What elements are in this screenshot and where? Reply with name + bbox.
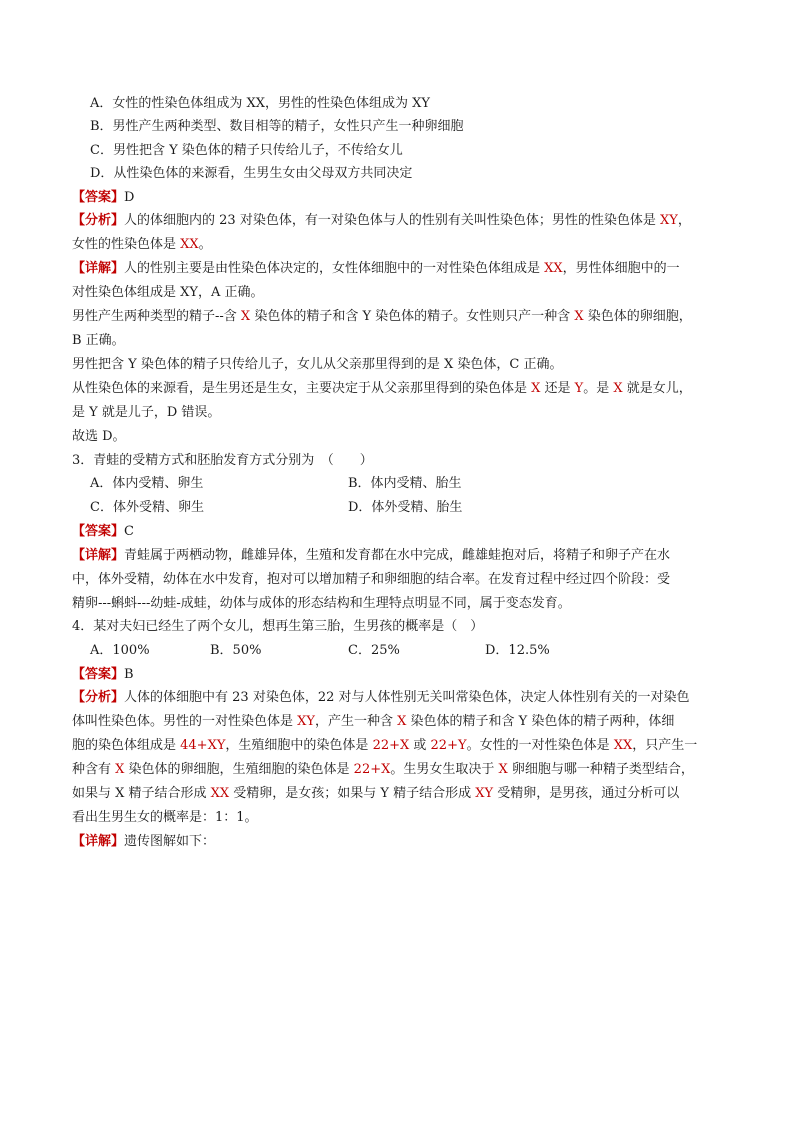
text-span: 体叫性染色体。男性的一对性染色体是 xyxy=(72,714,298,729)
answer-tag: 【答案】 xyxy=(72,190,125,205)
q3-option-c: C．体外受精、卵生 xyxy=(90,500,204,515)
q4-option-d: D．12.5% xyxy=(485,643,550,658)
text-span: 遗传图解如下： xyxy=(124,834,216,849)
q2-option-d: D．从性染色体的来源看，生男生女由父母双方共同决定 xyxy=(90,166,413,181)
answer-tag: 【答案】 xyxy=(72,667,125,682)
q3-option-d: D．体外受精、胎生 xyxy=(348,500,463,515)
q4-analysis-line-1 xyxy=(72,690,690,706)
text-span: 人的性别主要是由性染色体决定的，女性体细胞中的一对性染色体组成是 xyxy=(124,261,545,276)
highlight-span: X xyxy=(240,309,251,324)
text-span: 人体的体细胞中有 23 对染色体，22 对与人体性别无关叫常染色体，决定人体性别有关的一对染色 xyxy=(124,690,690,705)
q2-analysis-line-1 xyxy=(72,213,691,229)
q4-analysis-line-6: 看出生男生女的概率是：1：1。 xyxy=(72,810,258,825)
text-span: ，生殖细胞中的染色体是 xyxy=(225,738,373,753)
q2-analysis-line-2 xyxy=(72,237,212,253)
q3-detail-line-2: 中，体外受精，幼体在水中发育，抱对可以增加精子和卵细胞的结合率。在发育过程中经过四个阶段：受 xyxy=(72,572,671,587)
detail-tag: 【详解】 xyxy=(72,548,125,563)
q3-option-a: A．体内受精、卵生 xyxy=(90,476,204,491)
q4-analysis-line-3 xyxy=(72,738,697,754)
q3-option-b: B．体内受精、胎生 xyxy=(348,476,462,491)
detail-tag: 【详解】 xyxy=(72,834,125,849)
q2-option-c: C．男性把含 Y 染色体的精子只传给儿子，不传给女儿 xyxy=(90,143,403,158)
q4-option-a: A．100% xyxy=(90,643,150,658)
highlight-span: X xyxy=(574,309,584,324)
text-span: 卵细胞与哪一种精子类型结合， xyxy=(507,762,694,777)
highlight-span: XX xyxy=(210,786,230,801)
q2-detail-line-7: 是 Y 就是儿子，D 错误。 xyxy=(72,405,221,420)
highlight-span: 22+X xyxy=(353,762,391,777)
highlight-span: 22+Y xyxy=(430,738,467,753)
text-span: ，男性体细胞中的一 xyxy=(562,261,680,276)
text-span: 受精卵，是男孩，通过分析可以 xyxy=(493,786,680,801)
q2-option-b: B．男性产生两种类型、数目相等的精子，女性只产生一种卵细胞 xyxy=(90,119,464,134)
highlight-span: XX xyxy=(544,261,563,276)
text-span: 或 xyxy=(409,738,431,753)
highlight-span: XX xyxy=(613,738,633,753)
q2-detail-line-8: 故选 D。 xyxy=(72,429,126,444)
analysis-tag: 【分析】 xyxy=(72,690,125,705)
q4-analysis-line-4 xyxy=(72,762,694,778)
text-span: 还是 xyxy=(540,381,575,396)
highlight-span: X xyxy=(397,714,407,729)
highlight-span: X xyxy=(498,762,508,777)
detail-tag: 【详解】 xyxy=(72,261,125,276)
text-span: ，只产生一 xyxy=(632,738,698,753)
analysis-tag: 【分析】 xyxy=(72,213,125,228)
answer-value: B xyxy=(124,667,134,682)
q3-answer xyxy=(72,524,134,540)
highlight-span: XY xyxy=(659,213,678,228)
q3-stem: 3．青蛙的受精方式和胚胎发育方式分别为 （ ） xyxy=(72,453,373,468)
highlight-span: X xyxy=(613,381,623,396)
q2-answer xyxy=(72,190,134,206)
text-span: 胞的染色体组成是 xyxy=(72,738,181,753)
text-span: ，产生一种含 xyxy=(314,714,398,729)
highlight-span: Y xyxy=(574,381,584,396)
q4-analysis-line-5 xyxy=(72,786,679,802)
q2-detail-line-5: 男性把含 Y 染色体的精子只传给儿子，女儿从父亲那里得到的是 X 染色体，C 正确。 xyxy=(72,357,563,372)
text-span: ， xyxy=(677,213,691,228)
text-span: 青蛙属于两栖动物，雌雄异体，生殖和发育都在水中完成，雌雄蛙抱对后，将精子和卵子产在水 xyxy=(124,548,671,563)
text-span: 。是 xyxy=(583,381,614,396)
q4-option-b: B．50% xyxy=(210,643,262,658)
text-span: 受精卵，是女孩；如果与 Y 精子结合形成 xyxy=(229,786,476,801)
highlight-span: X xyxy=(115,762,125,777)
answer-tag: 【答案】 xyxy=(72,524,125,539)
highlight-span: XY xyxy=(297,714,315,729)
q3-detail-line-3: 精卵---蝌蚪---幼蛙-成蛙，幼体与成体的形态结构和生理特点明显不同，属于变态发育。 xyxy=(72,596,571,611)
q4-analysis-line-2 xyxy=(72,714,674,730)
text-span: 如果与 X 精子结合形成 xyxy=(72,786,211,801)
text-span: 。 xyxy=(198,237,212,252)
q2-detail-line-1 xyxy=(72,261,680,277)
answer-value: D xyxy=(124,190,135,205)
highlight-span: 22+X xyxy=(372,738,410,753)
q2-option-a: A．女性的性染色体组成为 XX，男性的性染色体组成为 XY xyxy=(90,96,430,111)
text-span: 染色体的精子和含 Y 染色体的精子两种，体细 xyxy=(406,714,675,729)
text-span: 染色体的卵细胞， xyxy=(583,309,692,324)
q4-detail-line-1 xyxy=(72,834,215,850)
q4-option-c: C．25% xyxy=(348,643,400,658)
q2-detail-line-6 xyxy=(72,381,692,397)
text-span: 。生男女生取决于 xyxy=(390,762,499,777)
q2-detail-line-3 xyxy=(72,309,692,325)
answer-value: C xyxy=(124,524,134,539)
text-span: 染色体的精子和含 Y 染色体的精子。女性则只产一种含 xyxy=(250,309,575,324)
highlight-span: 44+XY xyxy=(180,738,226,753)
q4-stem: 4．某对夫妇已经生了两个女儿，想再生第三胎，生男孩的概率是（ ） xyxy=(72,619,484,634)
q3-detail-line-1 xyxy=(72,548,670,564)
text-span: 。女性的一对性染色体是 xyxy=(466,738,614,753)
highlight-span: XX xyxy=(180,237,199,252)
q4-answer xyxy=(72,667,134,683)
text-span: 女性的性染色体是 xyxy=(72,237,181,252)
text-span: 男性产生两种类型的精子--含 xyxy=(72,309,241,324)
q2-detail-line-4: B 正确。 xyxy=(72,333,125,348)
q2-detail-line-2: 对性染色体组成是 XY，A 正确。 xyxy=(72,285,264,300)
text-span: 就是女儿， xyxy=(622,381,692,396)
highlight-span: XY xyxy=(475,786,494,801)
text-span: 人的体细胞内的 23 对染色体，有一对染色体与人的性别有关叫性染色体；男性的性染色体是 xyxy=(124,213,660,228)
text-span: 种含有 xyxy=(72,762,116,777)
text-span: 染色体的卵细胞，生殖细胞的染色体是 xyxy=(124,762,354,777)
text-span: 从性染色体的来源看，是生男还是生女，主要决定于从父亲那里得到的染色体是 xyxy=(72,381,532,396)
highlight-span: X xyxy=(531,381,541,396)
